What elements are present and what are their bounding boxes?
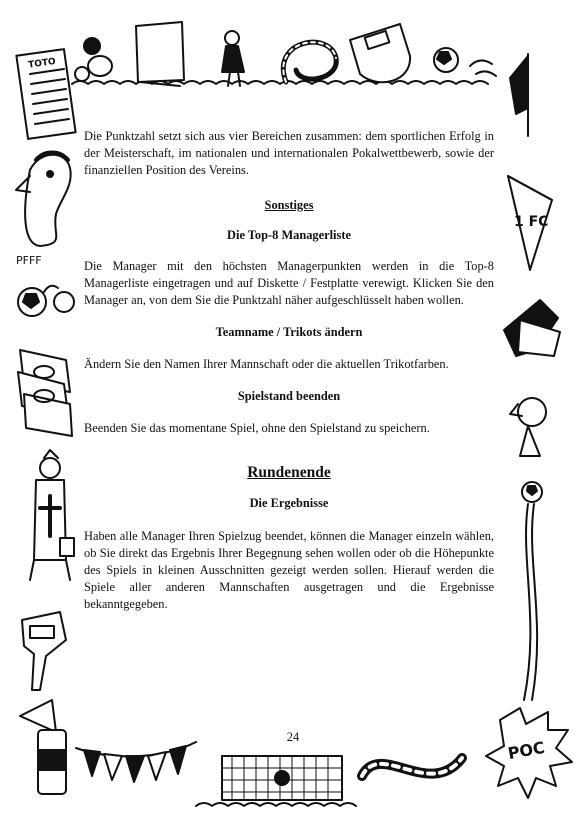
- section-sonstiges-heading: Sonstiges: [264, 198, 314, 212]
- scarf-icon: [283, 42, 336, 82]
- football-boots-icon: [504, 300, 560, 356]
- svg-text:POC: POC: [506, 737, 547, 764]
- ergebnisse-heading: Die Ergebnisse: [249, 496, 329, 510]
- spielstand-heading: Spielstand beenden: [237, 389, 341, 403]
- striped-scarf-icon: [362, 758, 462, 776]
- teamname-heading: Teamname / Trikots ändern: [215, 325, 363, 339]
- teamname-paragraph: Ändern Sie den Namen Ihrer Mannschaft oder die aktuellen Trikotfarben.: [84, 357, 449, 371]
- bunting-icon: [76, 742, 196, 782]
- air-horn-icon: [20, 700, 66, 794]
- svg-text:PFFF: PFFF: [16, 254, 42, 267]
- hand-clapper-icon: [22, 612, 66, 690]
- spielstand-paragraph: Beenden Sie das momentane Spiel, ohne den Spielstand zu speichern.: [84, 421, 430, 435]
- section-rundenende-heading: Rundenende: [247, 464, 331, 481]
- ergebnisse-paragraph: Haben alle Manager Ihren Spielzug beendet, können die Manager einzeln wählen, ob Sie direkt das Ergebnis Ihrer Begegnung sehen wollen oder ob die Höhepunkte des Spiels in kleinen Ausschnitten gezeigt werden sollen. Hierauf werden die Spiele aller anderen Mannschaften ausgetragen und die Ergebnisse bekanntgegeben.: [84, 529, 494, 611]
- money-bundle-icon: [18, 350, 72, 436]
- flying-ball-icon: [434, 48, 496, 76]
- paper-sheet-icon: [136, 22, 184, 86]
- fan-with-tongue-icon: [510, 398, 546, 456]
- goal-net-icon: [222, 756, 342, 800]
- top8-heading: Die Top-8 Managerliste: [227, 228, 351, 242]
- svg-text:1 FC: 1 FC: [514, 214, 549, 230]
- svg-text:TOTO: TOTO: [27, 56, 57, 71]
- juggler-ball-icon: [522, 482, 542, 700]
- page-number: 24: [286, 730, 300, 744]
- whistle-icon: [350, 24, 410, 82]
- goalkeeper-icon: [222, 31, 244, 86]
- corner-flag-icon: [510, 54, 528, 136]
- intro-paragraph: Die Punktzahl setzt sich aus vier Bereichen zusammen: dem sportlichen Erfolg in der Meisterschaft, im nationalen und internationalen Pokalwettbewerb, sowie der finanziellen Position des Vereins.: [84, 129, 494, 177]
- player-cartoon-icon: [75, 38, 112, 81]
- referee-priest-icon: [30, 450, 74, 580]
- page-text: [84, 128, 494, 613]
- top8-paragraph: Die Manager mit den höchsten Managerpunkten werden in die Top-8 Managerliste eingetragen und auf Diskette / Festplatte verewigt. Klicken Sie den Manager an, von dem Sie die Punktzahl näher aufgeschlüsselt haben wollen.: [84, 259, 494, 307]
- bouncing-ball-icon: [18, 286, 74, 316]
- big-nose-fan-icon: [16, 153, 71, 247]
